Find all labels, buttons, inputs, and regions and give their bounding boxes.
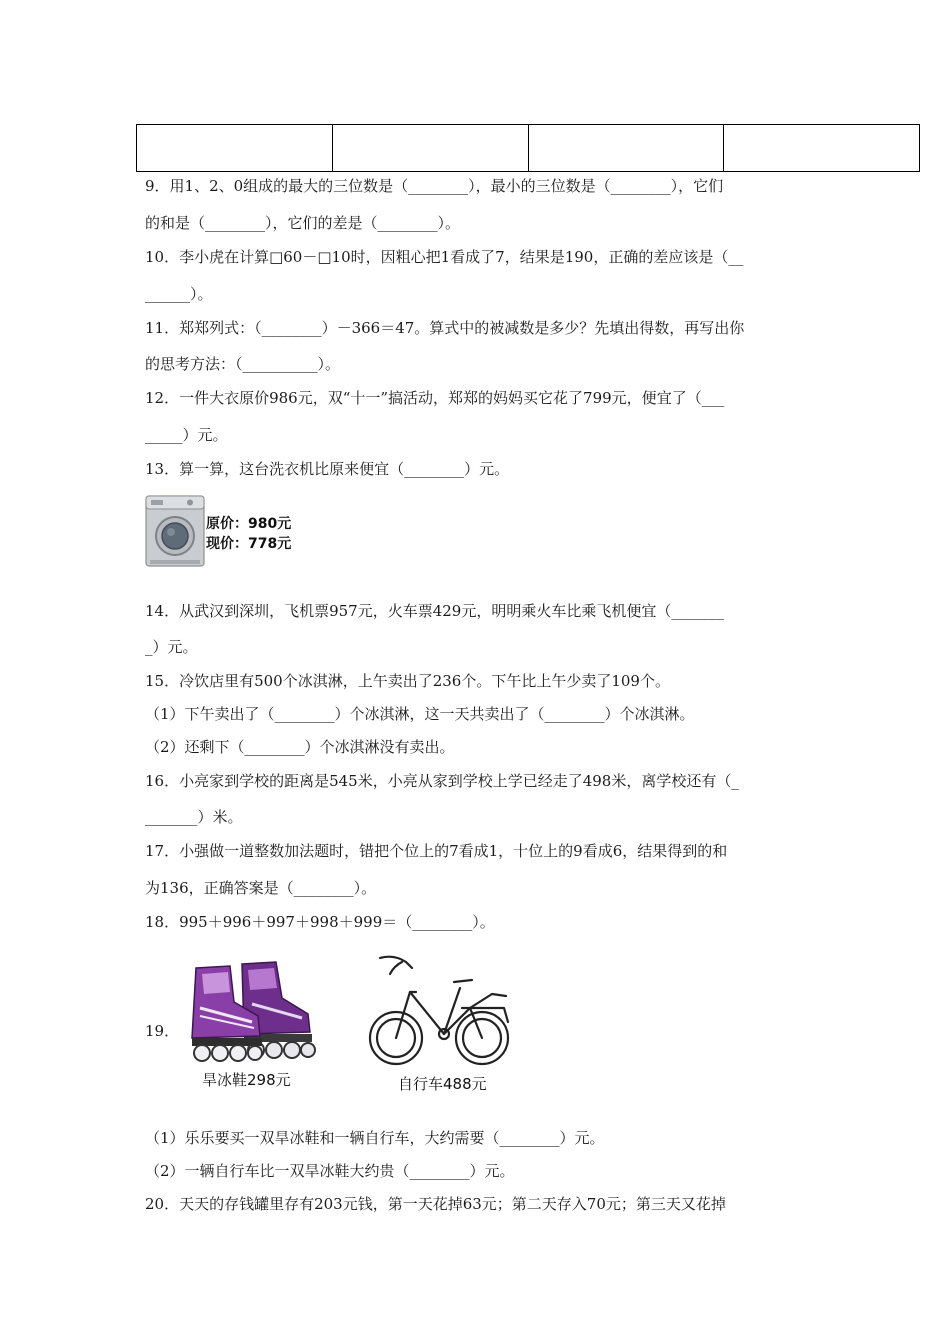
question-16-line-2: _______）米。 — [145, 808, 243, 826]
answer-table-row — [136, 124, 920, 172]
bicycle-price-caption: 自行车488元 — [398, 1075, 487, 1093]
question-14-line-1: 14．从武汉到深圳，飞机票957元，火车票429元，明明乘火车比乘飞机便宜（_______ — [145, 602, 724, 620]
question-10-line-2: ______）。 — [145, 285, 213, 303]
question-10-line-1: 10．李小虎在计算□60－□10时，因粗心把1看成了7，结果是190，正确的差应该是（__ — [145, 248, 744, 266]
question-9-line-1: 9．用1、2、0组成的最大的三位数是（________），最小的三位数是（________），它们 — [145, 177, 724, 195]
question-18: 18．995＋996＋997＋998＋999＝（________）。 — [145, 913, 495, 931]
table-cell — [528, 125, 724, 171]
bicycle-image — [366, 952, 512, 1070]
washing-machine-prices — [206, 514, 291, 554]
roller-skates-image — [178, 958, 320, 1062]
question-19-part-2: （2）一辆自行车比一双旱冰鞋大约贵（________）元。 — [145, 1162, 515, 1180]
question-15-part-1: （1）下午卖出了（________）个冰淇淋，这一天共卖出了（________）个冰淇淋。 — [145, 705, 695, 723]
question-11-line-2: 的思考方法：（__________）。 — [145, 355, 341, 373]
question-11-line-1: 11．郑郑列式：（________）－366＝47。算式中的被减数是多少？先填出得数，再写出你 — [145, 319, 745, 337]
table-cell — [723, 125, 919, 171]
question-20-line-1: 20．天天的存钱罐里存有203元钱，第一天花掉63元；第二天存入70元；第三天又花掉 — [145, 1195, 726, 1213]
question-12-line-2: _____）元。 — [145, 426, 228, 444]
question-12-line-1: 12．一件大衣原价986元，双“十一”搞活动，郑郑的妈妈买它花了799元，便宜了（___ — [145, 389, 725, 407]
skates-price-caption: 旱冰鞋298元 — [202, 1071, 291, 1089]
washing-machine-image — [144, 494, 206, 568]
question-15-part-2: （2）还剩下（________）个冰淇淋没有卖出。 — [145, 738, 455, 756]
question-14-line-2: _）元。 — [145, 638, 198, 656]
question-17-line-2: 为136，正确答案是（________）。 — [145, 879, 377, 897]
table-cell — [332, 125, 528, 171]
current-price-label: 现价：778元 — [206, 536, 292, 552]
table-cell — [137, 125, 332, 171]
question-15: 15．冷饮店里有500个冰淇淋，上午卖出了236个。下午比上午少卖了109个。 — [145, 672, 670, 690]
question-19-number: 19． — [145, 1022, 180, 1040]
original-price-label: 原价：980元 — [206, 516, 292, 532]
question-19-part-1: （1）乐乐要买一双旱冰鞋和一辆自行车，大约需要（________）元。 — [145, 1129, 605, 1147]
question-16-line-1: 16．小亮家到学校的距离是545米，小亮从家到学校上学已经走了498米，离学校还有（_ — [145, 772, 739, 790]
question-13: 13．算一算，这台洗衣机比原来便宜（________）元。 — [145, 460, 510, 478]
question-17-line-1: 17．小强做一道整数加法题时，错把个位上的7看成1，十位上的9看成6，结果得到的和 — [145, 842, 728, 860]
question-9-line-2: 的和是（________），它们的差是（________）。 — [145, 214, 461, 232]
